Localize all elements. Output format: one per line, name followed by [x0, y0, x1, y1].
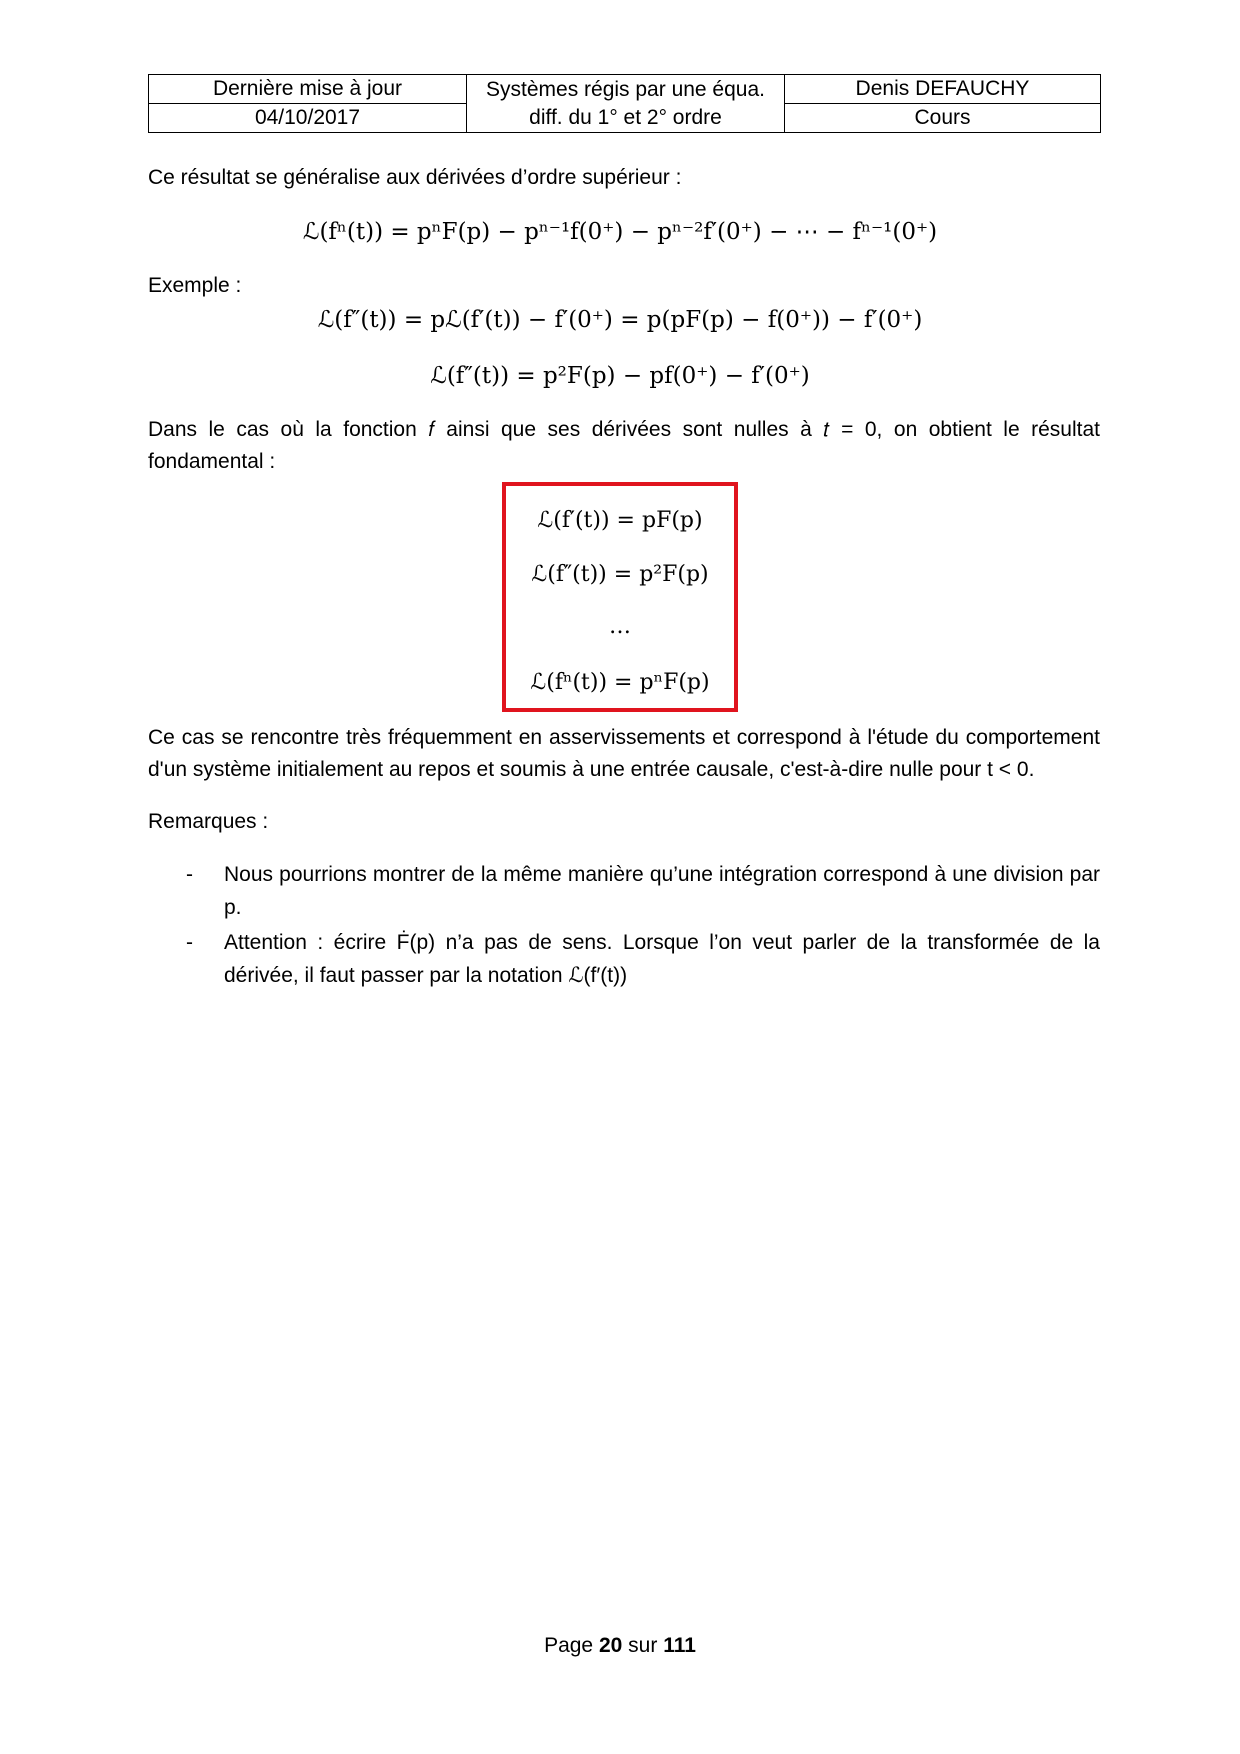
box-equation-3: ℒ(fⁿ(t)) = pⁿF(p)	[530, 670, 710, 695]
list-item	[148, 858, 1100, 924]
case-paragraph: Ce cas se rencontre très fréquemment en asservissements et correspond à l'étude du comportement d'un système initialement au repos et soumis à une entrée causale, c'est-à-dire nulle pour t < 0.	[148, 726, 1100, 781]
document-type: Cours	[785, 104, 1101, 133]
list-item	[148, 926, 1100, 992]
remark-text: Nous pourrions montrer de la même manière qu’une intégration correspond à une division par p.	[224, 863, 1100, 919]
update-date: 04/10/2017	[149, 104, 467, 133]
remarks-list	[148, 858, 1100, 994]
last-update-label: Dernière mise à jour	[149, 75, 467, 104]
of-word: sur	[628, 1634, 658, 1657]
page-word: Page	[544, 1634, 594, 1657]
intro-paragraph: Ce résultat se généralise aux dérivées d’ordre supérieur :	[148, 166, 682, 189]
example-equation-2: ℒ(f″(t)) = p²F(p) − pf(0⁺) − f′(0⁺)	[430, 363, 810, 389]
fundamental-result-box	[502, 482, 738, 712]
page-number: 20	[598, 1634, 623, 1657]
bullet-dash: -	[186, 863, 193, 886]
box-equation-1: ℒ(f′(t)) = pF(p)	[537, 508, 703, 533]
header-table	[148, 74, 1101, 133]
general-derivative-equation: ℒ(fⁿ(t)) = pⁿF(p) − pⁿ⁻¹f(0⁺) − pⁿ⁻²f′(0⁺) − ⋯ − fⁿ⁻¹(0⁺)	[302, 219, 938, 245]
box-ellipsis: …	[609, 614, 631, 639]
remarks-label: Remarques :	[148, 810, 269, 833]
example-equation-1: ℒ(f″(t)) = pℒ(f′(t)) − f′(0⁺) = p(pF(p) − f(0⁺)) − f′(0⁺)	[317, 307, 923, 333]
page-footer	[0, 1634, 1240, 1658]
fundamental-paragraph: Dans le cas où la fonction 𝑓 ainsi que ses dérivées sont nulles à 𝑡 = 0, on obtient le résultat fondamental :	[148, 418, 1100, 473]
document-title-line1: Systèmes régis par une équa.	[486, 77, 765, 101]
bullet-dash: -	[186, 931, 193, 954]
remark-text: Attention : écrire Ḟ(p) n’a pas de sens. Lorsque l’on veut parler de la transformée de la dérivée, il faut passer par la notation ℒ(f′(t))	[224, 931, 1100, 987]
document-title-line2: diff. du 1° et 2° ordre	[529, 105, 722, 129]
box-equation-2: ℒ(f″(t)) = p²F(p)	[531, 562, 709, 587]
total-pages: 111	[663, 1634, 696, 1657]
example-label: Exemple :	[148, 274, 242, 297]
document-title	[467, 75, 785, 133]
author-name: Denis DEFAUCHY	[785, 75, 1101, 104]
